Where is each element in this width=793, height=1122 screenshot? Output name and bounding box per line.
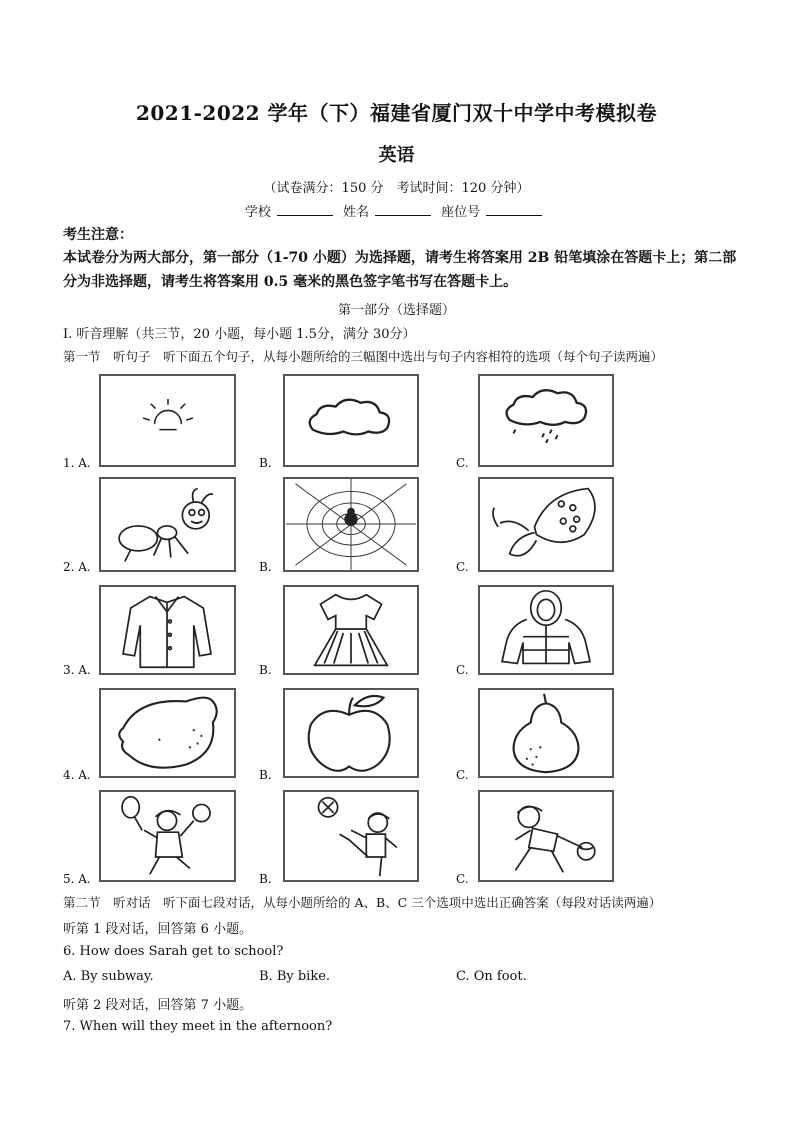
school-blank[interactable]: [277, 203, 333, 216]
q5-option-b-picture[interactable]: [283, 790, 419, 882]
q5-option-a-picture[interactable]: [99, 790, 236, 882]
student-fields: [0, 201, 793, 220]
name-blank[interactable]: [375, 203, 431, 216]
school-label: 学校: [244, 205, 271, 220]
q4-option-b-picture[interactable]: [283, 688, 419, 778]
q1-label-c: C.: [456, 456, 469, 470]
q1-label-a: 1. A.: [63, 456, 91, 470]
dialog1-intro: 听第 1 段对话，回答第 6 小题。: [63, 922, 253, 937]
seat-label: 座位号: [441, 205, 481, 220]
q3-label-c: C.: [456, 663, 469, 677]
q2-label-a: 2. A.: [63, 560, 91, 574]
q6-option-c[interactable]: C. On foot.: [456, 969, 527, 984]
q3-option-c-picture[interactable]: [478, 585, 614, 675]
q4-option-c-picture[interactable]: [478, 688, 614, 778]
q5-label-a: 5. A.: [63, 872, 91, 886]
q2-option-a-picture[interactable]: [99, 477, 236, 572]
section1-instructions: 第一节 听句子 听下面五个句子，从每小题所给的三幅图中选出与句子内容相符的选项（每个句子读两遍）: [63, 349, 664, 364]
q2-label-b: B.: [259, 560, 272, 574]
lemon-icon: [101, 690, 234, 776]
volleyball-girl-icon: [480, 792, 612, 880]
q3-label-b: B.: [259, 663, 272, 677]
q1-option-c-picture[interactable]: [478, 374, 614, 467]
dress-icon: [285, 587, 417, 673]
shirt-icon: [101, 587, 234, 673]
q5-label-c: C.: [456, 872, 469, 886]
soccer-boy-icon: [285, 792, 417, 880]
q7-question: 7. When will they meet in the afternoon?: [63, 1019, 333, 1034]
butterfly-icon: [480, 479, 612, 570]
spider-web-icon: [285, 479, 417, 570]
q3-option-b-picture[interactable]: [283, 585, 419, 675]
q1-option-b-picture[interactable]: [283, 374, 419, 467]
subject-title: 英语: [378, 145, 415, 166]
q4-option-a-picture[interactable]: [99, 688, 236, 778]
q2-option-b-picture[interactable]: [283, 477, 419, 572]
q2-option-c-picture[interactable]: [478, 477, 614, 572]
q6-question: 6. How does Sarah get to school?: [63, 944, 284, 959]
rain-cloud-icon: [480, 376, 612, 465]
dialog2-intro: 听第 2 段对话，回答第 7 小题。: [63, 998, 253, 1013]
notice-text: 本试卷分为两大部分，第一部分（1-70 小题）为选择题，请考生将答案用 2B 铅笔填涂在答题卡上；第二部分为非选择题，请考生将答案用 0.5 毫米的黑色签字笔书写在答题卡上。: [63, 250, 737, 290]
sun-icon: [101, 376, 234, 465]
section2-instructions: 第二节 听对话 听下面七段对话，从每小题所给的 A、B、C 三个选项中选出正确答案（每段对话读两遍）: [63, 895, 662, 910]
tennis-boy-icon: [101, 792, 234, 880]
q4-label-c: C.: [456, 768, 469, 782]
q4-label-a: 4. A.: [63, 768, 91, 782]
q5-label-b: B.: [259, 872, 272, 886]
ant-icon: [101, 479, 234, 570]
pear-icon: [480, 690, 612, 776]
name-label: 姓名: [342, 205, 369, 220]
q5-option-c-picture[interactable]: [478, 790, 614, 882]
section-i-title: I. 听音理解（共三节，20 小题，每小题 1.5分，满分 30分）: [63, 327, 416, 342]
exam-info: （试卷满分：150 分 考试时间：120 分钟）: [263, 181, 530, 196]
exam-title: 2021-2022 学年（下）福建省厦门双十中学中考模拟卷: [135, 101, 658, 125]
q6-option-b[interactable]: B. By bike.: [259, 969, 331, 984]
q6-option-a[interactable]: A. By subway.: [63, 969, 154, 984]
seat-blank[interactable]: [486, 203, 542, 216]
jacket-icon: [480, 587, 612, 673]
part1-title: 第一部分（选择题）: [337, 303, 455, 318]
q3-option-a-picture[interactable]: [99, 585, 236, 675]
cloud-icon: [285, 376, 417, 465]
q4-label-b: B.: [259, 768, 272, 782]
notice-heading: 考生注意：: [63, 227, 133, 243]
q3-label-a: 3. A.: [63, 663, 91, 677]
apple-icon: [285, 690, 417, 776]
q2-label-c: C.: [456, 560, 469, 574]
q1-label-b: B.: [259, 456, 272, 470]
q1-option-a-picture[interactable]: [99, 374, 236, 467]
